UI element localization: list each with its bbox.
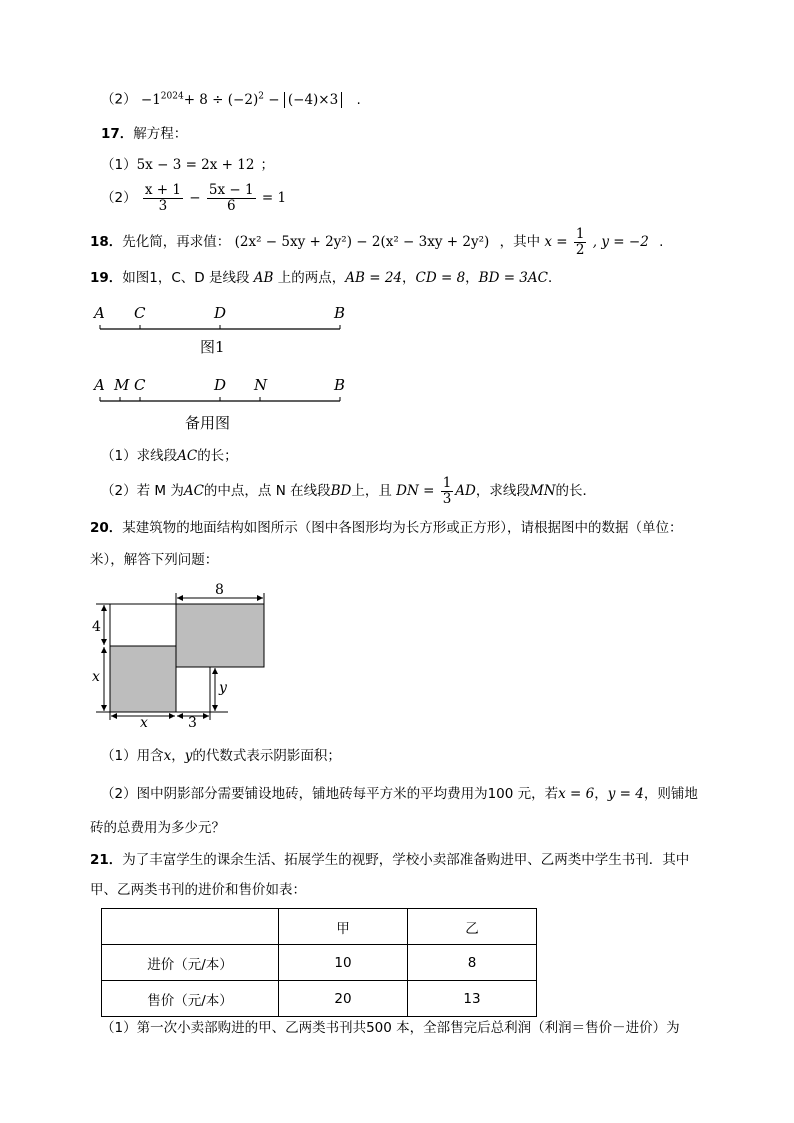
label-c: C [134, 304, 146, 322]
q18-half-fraction: $\frac{1}{2}$ [575, 225, 585, 258]
q18-text: 18．先化简，再求值： (2x² − 5xy + 2y²) − 2(x² − 3xy + 2y²) ，其中 x = $\frac{1}{2}$ , y = −2 . [90, 225, 664, 258]
dim-8-label: 8 [215, 582, 224, 598]
dim-y-label: y [219, 680, 227, 696]
q20-figure [88, 578, 273, 728]
q17-part2: （2） $\frac{x + 1}{3}$ − $\frac{5x - 1}{6}$ = 1 [101, 181, 287, 214]
q17-fraction-1: $\frac{x + 1}{3}$ [144, 181, 181, 214]
bottom-middle-rect [176, 667, 210, 712]
top-left-rect [110, 604, 176, 646]
table-header-cell [102, 909, 279, 945]
backup-label-b: B [334, 376, 346, 394]
q19-part1: （1）求线段AC的长； [101, 448, 238, 464]
q20-part2: （2）图中阴影部分需要铺设地砖，铺地砖每平方米的平均费用为100 元，若x = 6，y = 4，则铺地 [101, 786, 698, 802]
table-cell: 13 [408, 981, 537, 1017]
q16-part2: $(2) -1^{2024}+ 8 \div (-2)^2 - (-4)\times 3$ . [101, 91, 361, 108]
shaded-square [110, 646, 176, 712]
q16-expression: $-1^{2024}+ 8 \div (-2)^2 - (-4)\times 3$ [141, 92, 342, 108]
shaded-rect [176, 604, 264, 667]
table-header-cell: 甲 [279, 909, 408, 945]
table-header-row [102, 909, 537, 945]
q19-backup-figure [90, 372, 360, 434]
q20-line2: 米），解答下列问题： [90, 552, 219, 568]
price-table [101, 908, 537, 1017]
q17-fraction-2: $\frac{5x - 1}{6}$ [208, 181, 254, 214]
q20-part1: （1）用含x，y的代数式表示阴影面积； [101, 748, 341, 764]
q20-line1: 20．某建筑物的地面结构如图所示（图中各图形均为长方形或正方形），请根据图中的数据（单位： [90, 520, 683, 536]
table-cell: 进价（元/本） [102, 945, 279, 981]
dim-x-left-label: x [92, 669, 100, 685]
q21-line1: 21．为了丰富学生的课余生活、拓展学生的视野，学校小卖部准备购进甲、乙两类中学生书刊．其中 [90, 852, 690, 868]
backup-label-c: C [134, 376, 146, 394]
q20-part2-cont: 砖的总费用为多少元？ [90, 820, 225, 836]
label-d: D [214, 304, 227, 322]
backup-label-n: N [254, 376, 268, 394]
q19-third-fraction: $\frac{1}{3}$ [442, 474, 452, 507]
label-a: A [94, 304, 105, 322]
backup-label-a: A [94, 376, 105, 394]
table-header-cell: 乙 [408, 909, 537, 945]
backup-label-m: M [114, 376, 130, 394]
backup-caption: 备用图 [185, 414, 231, 432]
dim-x-bottom-label: x [140, 715, 148, 728]
table-cell: 8 [408, 945, 537, 981]
dim-4-label: 4 [92, 619, 101, 635]
table-row [102, 945, 537, 981]
q19-figure-1 [90, 300, 360, 360]
q17-part1: （1）5x − 3 = 2x + 12 ； [101, 157, 274, 173]
table-row [102, 981, 537, 1017]
q21-line2: 甲、乙两类书刊的进价和售价如表： [90, 882, 306, 898]
q19-part2: （2）若 M 为AC的中点，点 N 在线段BD上，且 DN = $\frac{1}{3}$ AD，求线段MN的长． [101, 474, 597, 507]
q19-text: 19．如图1，C、D 是线段 AB 上的两点，AB = 24，CD = 8，BD = 3AC． [90, 270, 562, 286]
q18-expression: (2x² − 5xy + 2y²) − 2(x² − 3xy + 2y²) [234, 234, 490, 250]
dim-3-label: 3 [188, 715, 197, 728]
q21-part1: （1）第一次小卖部购进的甲、乙两类书刊共500 本，全部售完后总利润（利润＝售价－进价）为 [101, 1020, 680, 1036]
table-cell: 售价（元/本） [102, 981, 279, 1017]
fig1-caption: 图1 [200, 338, 225, 356]
table-cell: 10 [279, 945, 408, 981]
q17-title: 17．解方程： [101, 126, 188, 142]
backup-label-d: D [214, 376, 227, 394]
table-cell: 20 [279, 981, 408, 1017]
label-b: B [334, 304, 346, 322]
